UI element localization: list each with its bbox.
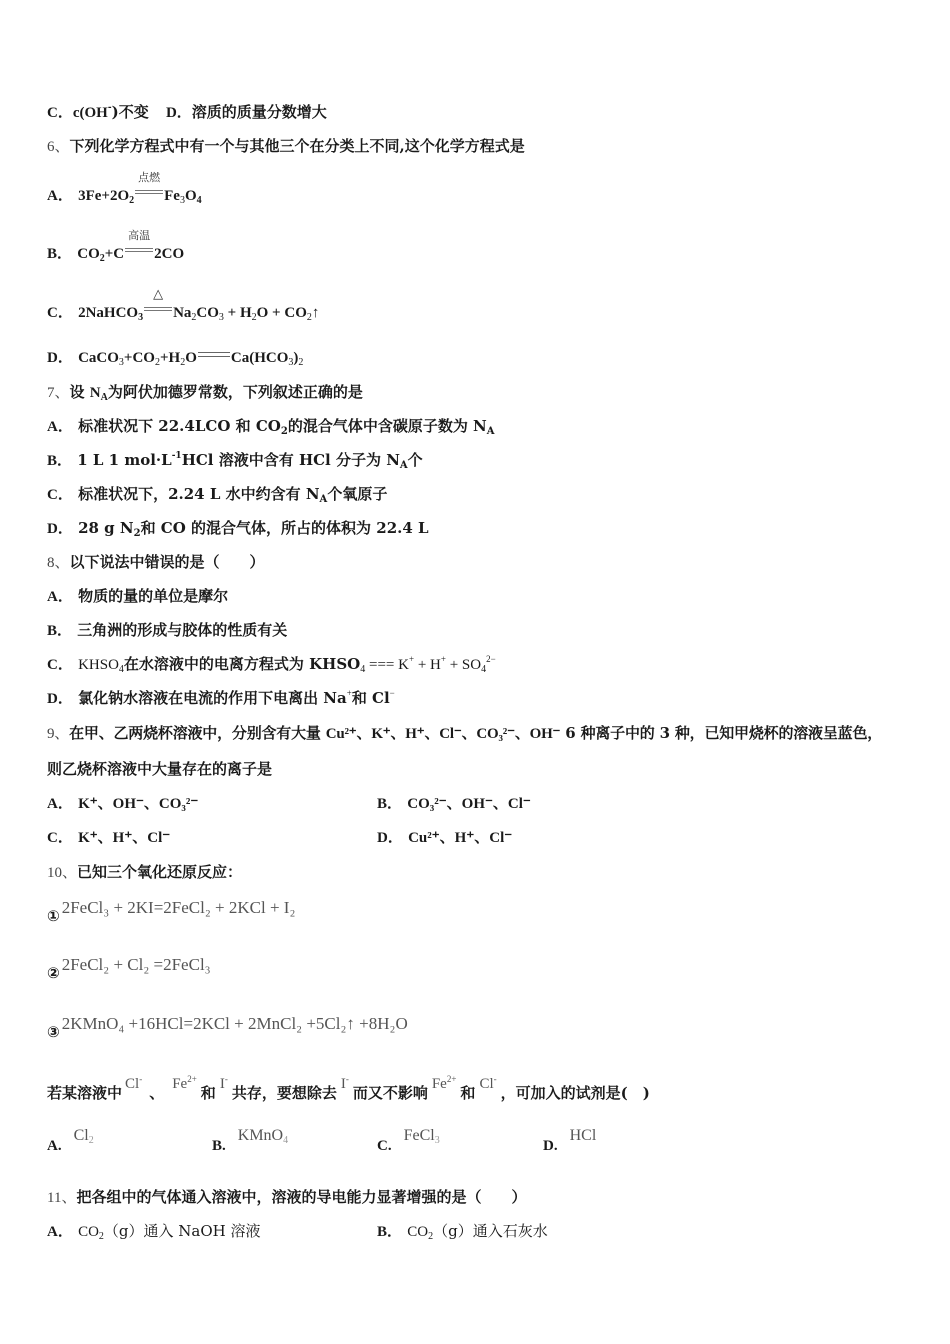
q11-option-b: B． $CO_2(g)$通入石灰水: [377, 1222, 548, 1242]
q10-reaction-1: ① 2FeCl₃ + 2KI=2FeCl₂ + 2KCl + I₂: [47, 898, 296, 925]
q9-options-row2: [47, 827, 907, 848]
q6-option-d: D． $CaCO_3+CO_2+H_2O$ $Ca(HCO_3)_2$: [47, 350, 304, 368]
gas-arrow-icon: ↑: [311, 305, 320, 321]
q9-options-row1: [47, 793, 907, 814]
q5-options-cd: C．c(OH-)不变 D．溶质的质量分数增大: [47, 103, 327, 121]
circled-number-1: ①: [47, 907, 60, 925]
question-11-stem: 11、把各组中的气体通入溶液中，溶液的导电能力显著增强的是（ ）: [47, 1188, 527, 1206]
q10-reaction-3: ③ 2KMnO₄ +16HCl=2KCl + 2MnCl₂ +5Cl₂↑ +8H₂O: [47, 1014, 408, 1041]
q7-option-b: B． 1 L 1 $mol\cdot L^{-1}HCl$ 溶液中含有 HCl 分子为 $N_A$个: [47, 451, 423, 471]
q9-option-a: A． K⁺、OH⁻、CO₃²⁻: [47, 796, 199, 812]
q10-option-d: D.HCl: [543, 1127, 597, 1154]
heat-condition-mark: △: [144, 301, 172, 315]
question-8-stem: 8、以下说法中错误的是（ ）: [47, 553, 265, 571]
circled-number-2: ②: [47, 964, 60, 982]
q10-option-c: C.FeCl$_3$: [377, 1127, 440, 1154]
reaction-condition-mark: 高温: [125, 242, 153, 256]
q8-option-b: B． 三角洲的形成与胶体的性质有关: [47, 621, 288, 639]
q11-option-a: A． $CO_2(g)$通入 NaOH 溶液: [47, 1222, 261, 1242]
option-label: D．: [165, 105, 192, 121]
question-9-stem-line2: 则乙烧杯溶液中大量存在的离子是: [47, 760, 273, 778]
q8-option-a: A． 物质的量的单位是摩尔: [47, 587, 229, 605]
q8-option-d: D． 氯化钠水溶液在电流的作用下电离出 Na+和 Cl−: [47, 688, 395, 707]
option-label: C．: [47, 105, 73, 121]
q6-option-a: A． $3Fe+2O_2$ 点燃 $Fe_3O_4$: [47, 171, 202, 206]
question-6-stem: 6、下列化学方程式中有一个与其他三个在分类上不同,这个化学方程式是: [47, 137, 525, 155]
q7-option-a: A． 标准状况下 22.4LCO 和 $CO_2$的混合气体中含碳原子数为 $N_A$: [47, 417, 495, 437]
q9-option-d: D． Cu²⁺、H⁺、Cl⁻: [377, 830, 513, 846]
q10-option-b: B.KMnO$_4$: [212, 1127, 289, 1154]
q6-option-c: C． 2NaHCO$_3$ △ $Na_2CO_3 + H_2O$ + $CO_2↑$: [47, 287, 320, 323]
q9-option-b: B． CO₃²⁻、OH⁻、Cl⁻: [377, 796, 531, 812]
q10-option-a: $A.Cl_2$: [47, 1127, 94, 1154]
question-10-stem: 10、已知三个氧化还原反应：: [47, 863, 243, 881]
question-7-stem: 7、设 $N_A$为阿伏加德罗常数，下列叙述正确的是: [47, 383, 363, 403]
q8-option-c: C． $KHSO_4$在水溶液中的电离方程式为 $KHSO_4$ === $K^+ + H^+ + SO_4^{2-}$: [47, 654, 496, 675]
reaction-condition-mark: 点燃: [135, 184, 163, 198]
circled-number-3: ③: [47, 1023, 60, 1041]
q7-option-d: D． 28 g $N_2$和 CO 的混合气体，所占的体积为 22.4 L: [47, 519, 429, 539]
q9-option-c: C． K⁺、H⁺、Cl⁻: [47, 830, 171, 846]
q10-reaction-2: ② 2FeCl₂ + Cl₂ =2FeCl₃: [47, 955, 211, 982]
equals-mark: [198, 352, 230, 357]
question-9-stem-line1: 9、在甲、乙两烧杯溶液中，分别含有大量 Cu²⁺、K⁺、H⁺、Cl⁻、CO₃²⁻、OH⁻ 6 种离子中的 3 种，已知甲烧杯的溶液呈蓝色，: [47, 724, 883, 742]
q7-option-c: C． 标准状况下，2.24 L 水中约含有 $N_A$个氧原子: [47, 485, 388, 505]
q6-option-b: B． $CO_2+C$ 高温 2CO: [47, 229, 185, 264]
q10-question: 若某溶液中 Cl-、 $Fe^{2+}$和 I-共存，要想除去 I-而又不影响 $Fe^{2+}$和 Cl-，可加入的试剂是( ): [47, 1074, 650, 1102]
q11-options-row1: [47, 1221, 907, 1242]
